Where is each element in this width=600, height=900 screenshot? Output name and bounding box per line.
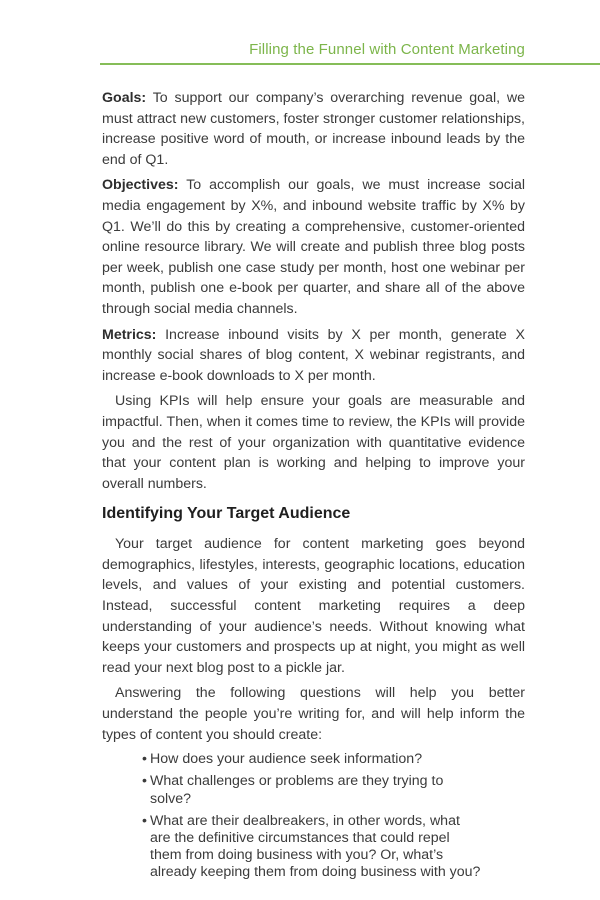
kpi-summary-paragraph: Using KPIs will help ensure your goals are measurable and impactful. Then, when it comes time to review, the KPIs will provide you and the rest of your organization with quantitative evidence that your content plan is working and helping to improve your overall numbers. xyxy=(102,393,525,492)
list-item xyxy=(142,773,482,807)
list-item xyxy=(142,751,482,768)
list-item-text: How does your audience seek information? xyxy=(150,751,423,768)
header-divider xyxy=(100,63,600,65)
metrics-text: Increase inbound visits by X per month, generate X monthly social shares of blog content, X webinar registrants, and increase e-book downloads to X per month. xyxy=(102,326,525,384)
objectives-label: Objectives: xyxy=(102,177,179,194)
metrics-paragraph xyxy=(102,325,525,387)
audience-paragraph-1: Your target audience for content marketing goes beyond demographics, lifestyles, interests, geographic locations, education levels, and values of your existing and potential customers. Instead, successful content marketing requires a deep understanding of your audience’s needs. Without knowing what keeps your customers and prospects up at night, you might as well read your next blog post to a pickle jar. xyxy=(102,536,525,676)
section-heading: Identifying Your Target Audience xyxy=(102,505,351,523)
bullet-icon: • xyxy=(142,812,147,829)
running-header-title: Filling the Funnel with Content Marketing xyxy=(249,41,525,58)
goals-label: Goals: xyxy=(102,90,147,106)
page-body xyxy=(102,88,525,887)
questions-list xyxy=(102,751,482,881)
goals-paragraph xyxy=(102,88,525,170)
bullet-icon: • xyxy=(142,773,147,790)
goals-text: To support our company’s overarching revenue goal, we must attract new customers, foster stronger customer relationships, increase positive word of mouth, or increase inbound leads by the end of Q1. xyxy=(102,90,525,168)
metrics-label: Metrics: xyxy=(102,326,157,343)
list-item-text: What are their dealbreakers, in other words, what are the definitive circumstances that could repel them from doing business with you? Or, what’s already keeping them from doing business with you? xyxy=(150,812,481,881)
objectives-paragraph xyxy=(102,175,525,319)
bullet-icon: • xyxy=(142,751,147,768)
list-item xyxy=(142,813,482,882)
audience-paragraph-2: Answering the following questions will help you better understand the people you’re writing for, and will help inform the types of content you should create: xyxy=(102,685,525,743)
objectives-text: To accomplish our goals, we must increase social media engagement by X%, and inbound website traffic by X% by Q1. We’ll do this by creating a comprehensive, customer-oriented online resource library. We will create and publish three blog posts per week, publish one case study per month, host one webinar per month, publish one e-book per quarter, and share all of the above through social media channels. xyxy=(102,177,525,317)
list-item-text: What challenges or problems are they trying to solve? xyxy=(150,773,444,807)
